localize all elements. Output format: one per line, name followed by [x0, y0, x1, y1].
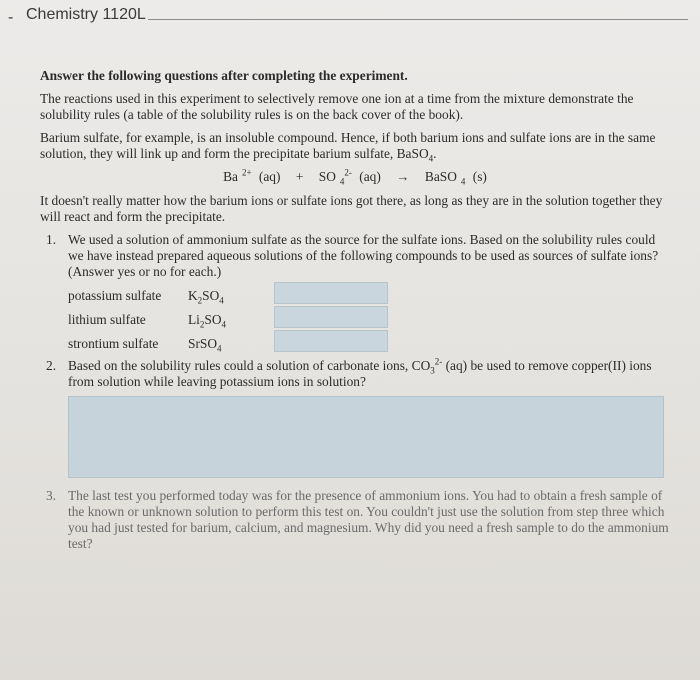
lithium-sulfate-answer-field[interactable]	[274, 306, 388, 328]
compound-name: strontium sulfate	[68, 336, 159, 351]
eq-barium: Ba $^{2+}$ (aq)	[223, 167, 281, 184]
carbonate-answer-field[interactable]	[68, 396, 664, 478]
strontium-sulfate-answer-field[interactable]	[274, 330, 388, 352]
question-text: Based on the solubility rules could a solution of carbonate ions, $CO_3^{2-}$ (aq) be used to remove copper(II) ions from solution while leaving potassium ions in solution?	[68, 356, 652, 389]
question-list	[40, 232, 670, 552]
question-text: The last test you performed today was for the presence of ammonium ions. You had to obtain a fresh sample of the known or unknown solution to perform this test on. You couldn't just use the solution from step three which you had just tested for barium, calcium, and magnesium. Why did you need a fresh sample to do the ammonium test?	[68, 488, 669, 551]
intro-paragraph: The reactions used in this experiment to selectively remove one ion at a time from the mixture demonstrate the solubility rules (a table of the solubility rules is on the back cover of the book).	[40, 91, 634, 122]
question-2	[40, 358, 670, 478]
question-number: 2.	[46, 358, 57, 373]
question-number: 1.	[46, 232, 57, 247]
question-text: We used a solution of ammonium sulfate as the source for the sulfate ions. Based on the solubility rules could we have instead prepared aqueous solutions of the following compounds to be used as sources of sulfate ions? (Answer yes or no for each.)	[68, 232, 659, 279]
compound-formula: SrSO$_4$	[188, 336, 222, 354]
compound-formula: $K_2SO_4$	[188, 288, 224, 306]
eq-arrow: →	[396, 169, 410, 184]
compound-row	[68, 328, 670, 352]
compound-name: potassium sulfate	[68, 288, 162, 303]
baso4-subscript: 4	[428, 153, 434, 164]
header-dash: -	[8, 9, 14, 26]
compound-row	[68, 280, 670, 304]
eq-plus: +	[295, 169, 304, 184]
question-3	[40, 488, 670, 552]
potassium-sulfate-answer-field[interactable]	[274, 282, 388, 304]
worksheet-content	[40, 68, 670, 558]
barium-text: Barium sulfate, for example, is an insoluble compound. Hence, if both barium ions and sulfate ions are in the same solution, they will link up and form the precipitate barium sulfate, BaSO	[40, 130, 656, 161]
eq-product: BaSO $_4$ (s)	[424, 169, 487, 187]
barium-paragraph: Barium sulfate, for example, is an insoluble compound. Hence, if both barium ions and sulfate ions are in the same solution, they will link up and form the precipitate barium sulfate, BaSO$_4$.	[40, 130, 656, 164]
question-number: 3.	[46, 488, 57, 503]
matter-paragraph: It doesn't really matter how the barium ions or sulfate ions got there, as long as they are in the solution together they will react and form the precipitate.	[40, 193, 663, 224]
reaction-equation	[40, 169, 670, 185]
question-1	[40, 232, 670, 352]
course-title: Chemistry 1120L	[26, 6, 146, 23]
compound-name: lithium sulfate	[68, 312, 146, 327]
compound-row	[68, 304, 670, 328]
eq-sulfate: SO $_4^{2-}$ (aq)	[318, 167, 381, 187]
compound-formula: $Li_2SO_4$	[188, 312, 227, 330]
instructions-heading: Answer the following questions after completing the experiment.	[40, 68, 408, 83]
header-rule	[148, 19, 688, 20]
